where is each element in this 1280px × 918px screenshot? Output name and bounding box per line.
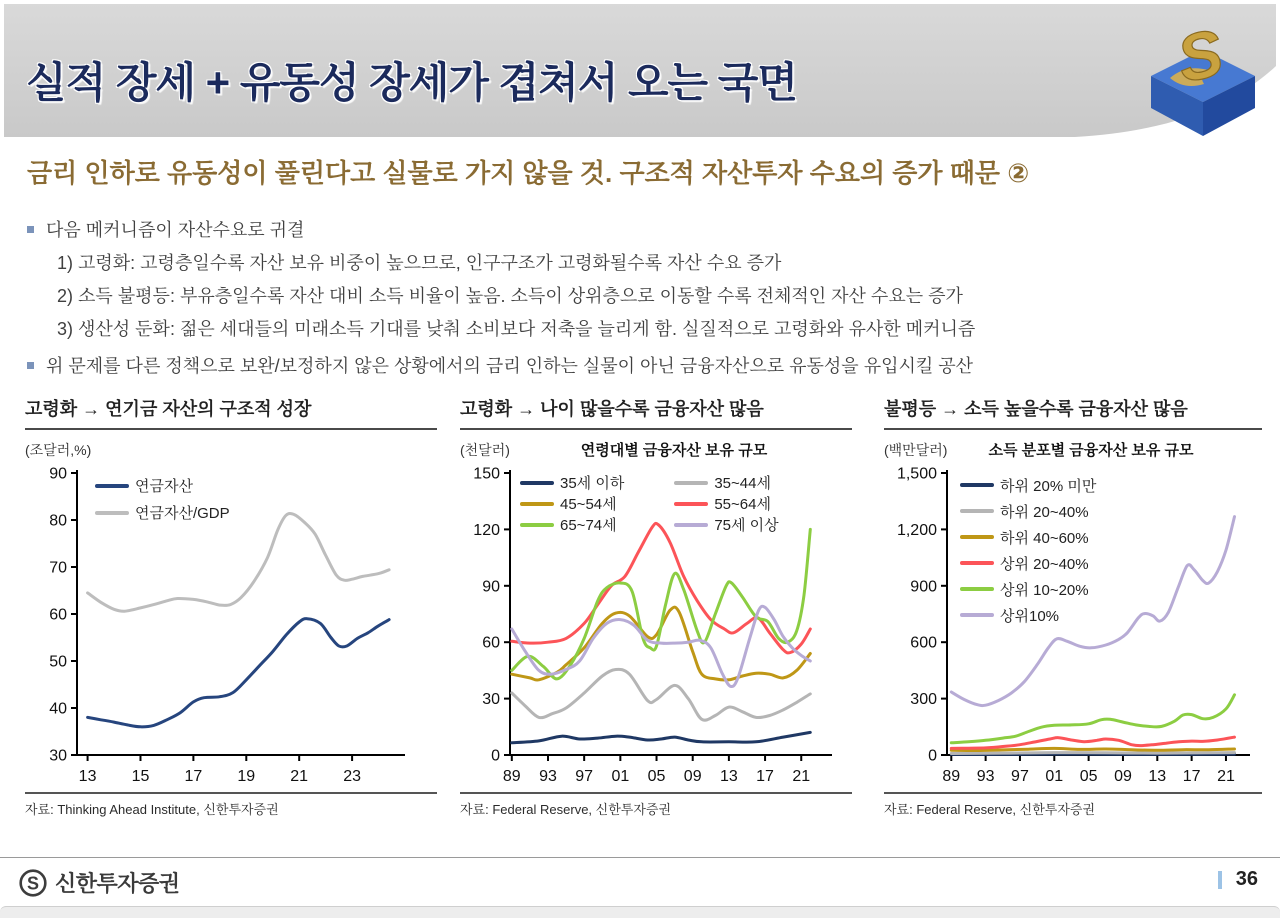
x-tick-label: 21 (792, 768, 811, 785)
x-tick-label: 15 (131, 768, 150, 785)
x-tick-label: 01 (611, 768, 630, 785)
series-line (512, 669, 811, 720)
legend-label: 35~44세 (714, 475, 771, 492)
chart-legend (960, 472, 1096, 628)
chart-panel-income (884, 397, 1262, 818)
y-tick-label: 80 (49, 512, 67, 530)
legend-item (674, 472, 778, 493)
legend-label: 상위 20~40% (1000, 555, 1089, 573)
line-chart-svg (25, 462, 437, 792)
bullet-square-icon (27, 226, 34, 233)
bullet-text: 다음 메커니즘이 자산수요로 귀결 (46, 220, 305, 240)
chart-unit: (천달러) (460, 442, 510, 458)
chart-source: 자료: Thinking Ahead Institute, 신한투자증권 (25, 802, 279, 817)
series-line (88, 513, 390, 611)
body-content (27, 158, 1257, 818)
chart-unit: (조달러,%) (25, 442, 92, 458)
x-tick-label: 17 (184, 768, 203, 785)
legend-item (960, 472, 1096, 498)
chart-unit: (백만달러) (884, 442, 948, 458)
chart-wrap (884, 462, 1262, 794)
unit-row (25, 438, 437, 460)
legend-swatch (960, 587, 994, 591)
legend-item (674, 514, 778, 535)
y-tick-label: 1,500 (896, 465, 937, 483)
legend-label: 55~64세 (714, 496, 771, 513)
legend-label: 하위 20~40% (1000, 503, 1089, 521)
x-tick-label: 21 (290, 768, 309, 785)
chart-inner-title: 소득 분포별 금융자산 보유 규모 (988, 442, 1194, 459)
svg-text:S: S (1170, 14, 1230, 97)
legend-swatch (674, 481, 708, 485)
chart-wrap (460, 462, 852, 794)
subtitle: 금리 인하로 유동성이 풀린다고 실물로 가지 않을 것. 구조적 자산투자 수요의 증가 때문 ② (27, 158, 1030, 188)
panel-title: 불평등 → 소득 높을수록 금융자산 많음 (884, 397, 1262, 430)
legend-label: 35세 이하 (560, 475, 625, 492)
chart-source: 자료: Federal Reserve, 신한투자증권 (460, 802, 672, 817)
unit-row (460, 438, 852, 460)
legend-label: 연금자산 (135, 478, 193, 495)
y-tick-label: 60 (482, 634, 500, 652)
chart-legend (95, 472, 230, 526)
legend-swatch (520, 502, 554, 506)
y-tick-label: 90 (49, 465, 67, 483)
bullet-item (27, 350, 1257, 383)
unit-row (884, 438, 1262, 460)
legend-item (960, 498, 1096, 524)
legend-item (960, 576, 1096, 602)
y-tick-label: 90 (482, 578, 500, 596)
legend-swatch (520, 481, 554, 485)
chart-panel-pension (25, 397, 437, 818)
header-band (0, 0, 1280, 142)
x-tick-label: 93 (976, 768, 995, 785)
legend-item (520, 472, 624, 493)
x-tick-label: 13 (1148, 768, 1167, 785)
y-tick-label: 900 (910, 578, 937, 596)
y-tick-label: 120 (473, 521, 500, 539)
x-tick-label: 21 (1217, 768, 1235, 785)
series-line (512, 732, 811, 742)
legend-swatch (960, 613, 994, 617)
y-tick-label: 50 (49, 653, 67, 671)
series-line (951, 753, 1234, 754)
legend-item (960, 550, 1096, 576)
y-tick-label: 300 (910, 691, 937, 709)
x-tick-label: 89 (942, 768, 961, 785)
chart-legend (520, 472, 779, 535)
legend-swatch (960, 535, 994, 539)
y-tick-label: 60 (49, 606, 67, 624)
legend-item (960, 602, 1096, 628)
x-tick-label: 13 (78, 768, 97, 785)
x-tick-label: 97 (1011, 768, 1029, 785)
legend-label: 하위 20% 미만 (1000, 477, 1097, 495)
panel-title: 고령화 → 연기금 자산의 구조적 성장 (25, 397, 437, 430)
y-tick-label: 40 (49, 700, 67, 718)
bullet-text: 위 문제를 다른 정책으로 보완/보정하지 않은 상황에서의 금리 인하는 실물이 아닌 금융자산으로 유동성을 유입시킬 공산 (46, 356, 974, 376)
footer-brand (18, 867, 180, 898)
x-tick-label: 93 (539, 768, 557, 785)
chart-inner-title: 연령대별 금융자산 보유 규모 (580, 442, 768, 459)
x-tick-label: 09 (1114, 768, 1132, 785)
bullet-item (27, 214, 1257, 346)
chart-wrap (25, 462, 437, 794)
y-tick-label: 0 (928, 747, 937, 765)
x-tick-label: 97 (575, 768, 594, 785)
bullet-square-icon (27, 362, 34, 369)
legend-item (674, 493, 778, 514)
legend-item (95, 499, 230, 526)
legend-swatch (960, 483, 994, 487)
legend-label: 상위 10~20% (1000, 581, 1089, 599)
legend-swatch (960, 509, 994, 513)
page-number-bar (1218, 871, 1222, 889)
legend-item (95, 472, 230, 499)
series-line (88, 619, 390, 727)
legend-swatch (95, 484, 129, 488)
legend-label: 45~54세 (560, 496, 617, 513)
svg-text:S: S (26, 873, 40, 893)
y-tick-label: 150 (473, 465, 500, 483)
shinhan-logo-icon (18, 868, 48, 898)
legend-item (960, 524, 1096, 550)
legend-label: 연금자산/GDP (135, 505, 230, 522)
legend-swatch (95, 511, 129, 515)
legend-item (520, 514, 624, 535)
legend-label: 75세 이상 (714, 517, 779, 534)
legend-swatch (520, 523, 554, 527)
x-tick-label: 09 (683, 768, 702, 785)
bullet-list (27, 214, 1257, 383)
series-line (512, 529, 811, 679)
legend-swatch (960, 561, 994, 565)
legend-label: 상위10% (1000, 607, 1060, 625)
x-tick-label: 17 (756, 768, 774, 785)
legend-swatch (674, 523, 708, 527)
x-tick-label: 89 (502, 768, 521, 785)
x-tick-label: 23 (343, 768, 361, 785)
x-tick-label: 13 (719, 768, 738, 785)
page-number-block (1218, 868, 1258, 891)
legend-label: 65~74세 (560, 517, 617, 534)
y-tick-label: 70 (49, 559, 67, 577)
sub-bullet: 1) 고령화: 고령층일수록 자산 보유 비중이 높으므로, 인구구조가 고령화될수록 자산 수요 증가 (57, 253, 782, 273)
legend-item (520, 493, 624, 514)
chart-panel-age (460, 397, 852, 818)
y-tick-label: 1,200 (896, 521, 937, 539)
footer-brand-text: 신한투자증권 (55, 871, 180, 896)
page-number: 36 (1235, 868, 1258, 890)
sub-bullet: 3) 생산성 둔화: 젊은 세대들의 미래소득 기대를 낮춰 소비보다 저축을 늘리게 함. 실질적으로 고령화와 유사한 메커니즘 (57, 319, 976, 339)
panel-title: 고령화 → 나이 많을수록 금융자산 많음 (460, 397, 852, 430)
y-tick-label: 30 (482, 691, 500, 709)
x-tick-label: 01 (1045, 768, 1064, 785)
legend-swatch (674, 502, 708, 506)
bottom-strip (0, 906, 1280, 918)
y-tick-label: 0 (491, 747, 500, 765)
charts-row (25, 397, 1257, 818)
sub-bullet: 2) 소득 불평등: 부유층일수록 자산 대비 소득 비율이 높음. 소득이 상위층으로 이동할 수록 전체적인 자산 수요는 증가 (57, 286, 963, 306)
x-tick-label: 19 (237, 768, 256, 785)
x-tick-label: 17 (1182, 768, 1201, 785)
chart-source: 자료: Federal Reserve, 신한투자증권 (884, 802, 1096, 817)
legend-label: 하위 40~60% (1000, 529, 1089, 547)
x-tick-label: 05 (1079, 768, 1098, 785)
y-tick-label: 600 (910, 634, 937, 652)
shinhan-cube-icon (1142, 8, 1264, 138)
x-tick-label: 05 (647, 768, 666, 785)
y-tick-label: 30 (49, 747, 67, 765)
page-title: 실적 장세 + 유동성 장세가 겹쳐서 오는 국면 (26, 59, 797, 106)
footer (0, 857, 1280, 906)
